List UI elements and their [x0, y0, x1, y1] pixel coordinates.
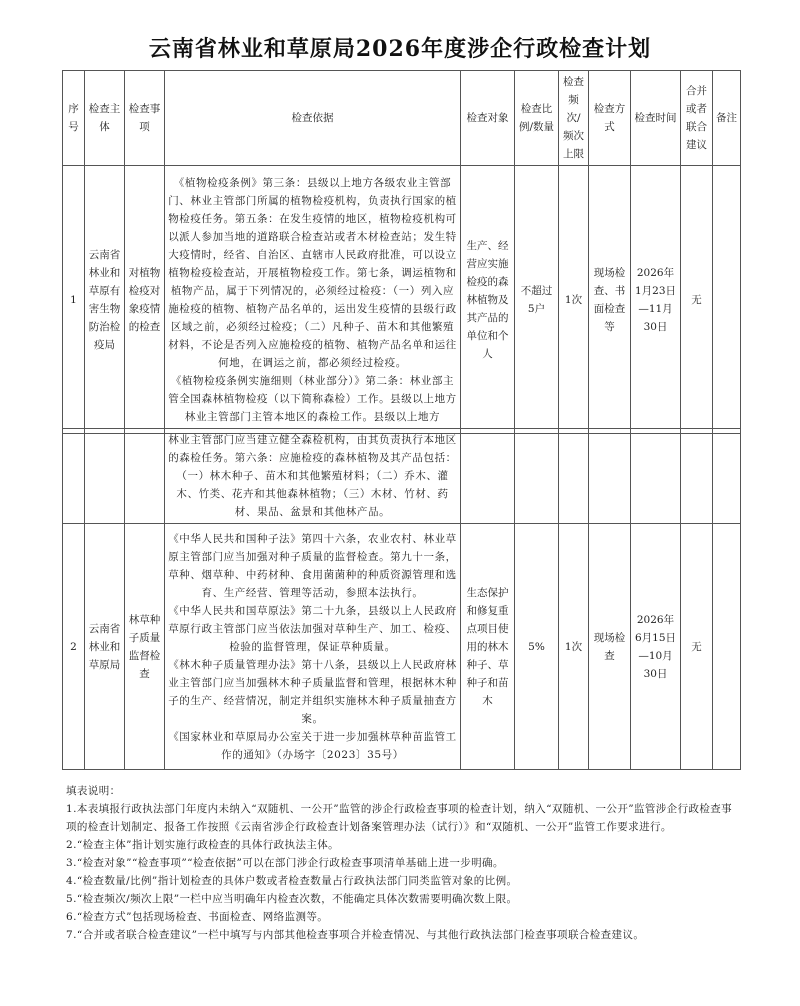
- row1-basis-continued: [165, 429, 461, 524]
- inspection-plan-table-continued: [62, 428, 741, 770]
- row1-cont-remark: [713, 429, 741, 524]
- basis-paragraph: 林业主管部门应当建立健全森检机构，由其负责执行本地区的森检任务。第六条：应施检疫的森林植物及其产品包括：（一）林木种子、苗木和其他繁殖材料；（二）乔木、灌木、竹类、花卉和其他森林植物；（三）木材、竹材、药材、果品、盆景和其他林产品。: [168, 434, 457, 518]
- table-row: [63, 429, 741, 524]
- row2-item: 林草种子质量监督检查: [125, 524, 165, 770]
- header-remark: 备注: [713, 71, 741, 166]
- row1-cont-target: [461, 429, 515, 524]
- inspection-plan-table: [62, 70, 741, 434]
- basis-paragraph: 《植物检疫条例》第三条：县级以上地方各级农业主管部门、林业主管部门所属的植物检疫机构，负责执行国家的植物检疫任务。第五条：在发生疫情的地区，植物检疫机构可以派人参加当地的道路联合检查站或者木材检查站；发生特大疫情时，经省、自治区、直辖市人民政府批准，可以设立植物检疫检查站，开展植物检疫工作。第七条，调运植物和植物产品，属于下列情况的，必须经过检疫：（一）列入应施检疫的植物、植物产品名单的，运出发生疫情的县级行政区域之前，必须经过检疫；（二）凡种子、苗木和其他繁殖材料，不论是否列入应施检疫的植物、植物产品名单和运往何地，在调运之前，都必须经过检疫。: [168, 176, 457, 369]
- row1-joint: 无: [681, 166, 713, 434]
- row2-method: 现场检查: [589, 524, 631, 770]
- row1-cont-item: [125, 429, 165, 524]
- row1-time: 2026年1月23日—11月30日: [631, 166, 681, 434]
- row1-seq: 1: [63, 166, 85, 434]
- header-seq: 序号: [63, 71, 85, 166]
- row2-subject: 云南省林业和草原局: [85, 524, 125, 770]
- basis-paragraph: 《国家林业和草原局办公室关于进一步加强林草种苗监管工作的通知》（办场字〔2023〕35号）: [168, 730, 457, 761]
- header-time: 检查时间: [631, 71, 681, 166]
- row1-method: 现场检查、书面检查等: [589, 166, 631, 434]
- header-method: 检查方式: [589, 71, 631, 166]
- header-target: 检查对象: [461, 71, 515, 166]
- row1-cont-subject: [85, 429, 125, 524]
- notes-heading: 填表说明：: [66, 785, 121, 797]
- row1-cont-freq: [559, 429, 589, 524]
- table-row: [63, 524, 741, 770]
- header-ratio: 检查比例/数量: [515, 71, 559, 166]
- row2-seq: 2: [63, 524, 85, 770]
- header-freq: 检查频次/频次上限: [559, 71, 589, 166]
- basis-paragraph: 《中华人民共和国草原法》第二十九条，县级以上人民政府草原行政主管部门应当依法加强对草种生产、加工、检疫、检验的监督管理，保证草种质量。: [168, 604, 457, 653]
- note-item: 2.“检查主体”指计划实施行政检查的具体行政执法主体。: [66, 839, 340, 851]
- row2-freq: 1次: [559, 524, 589, 770]
- note-item: 4.“检查数量/比例”指计划检查的具体户数或者检查数量占行政执法部门同类监管对象的比例。: [66, 875, 518, 887]
- row2-remark: [713, 524, 741, 770]
- basis-paragraph: 《植物检疫条例实施细则（林业部分）》第二条：林业部主管全国森林植物检疫（以下简称森检）工作。县级以上地方林业主管部门主管本地区的森检工作。县级以上地方: [168, 374, 457, 423]
- filling-instructions: [66, 782, 740, 944]
- note-item: 5.“检查频次/频次上限”一栏中应当明确年内检查次数，不能确定具体次数需要明确次数上限。: [66, 893, 518, 905]
- note-item: 3.“检查对象”“检查事项”“检查依据”可以在部门涉企行政检查事项清单基础上进一步明确。: [66, 857, 504, 869]
- row1-cont-time: [631, 429, 681, 524]
- basis-paragraph: 《中华人民共和国种子法》第四十六条，农业农村、林业草原主管部门应当加强对种子质量的监督检查。第九十一条，草种、烟草种、中药材种、食用菌菌种的种质资源管理和选育、生产经营、管理等活动，参照本法执行。: [168, 532, 457, 599]
- note-item: 7.“合并或者联合检查建议”一栏中填写与内部其他检查事项合并检查情况、与其他行政执法部门检查事项联合检查建议。: [66, 929, 645, 941]
- header-subject: 检查主体: [85, 71, 125, 166]
- note-item: 1.本表填报行政执法部门年度内未纳入“双随机、一公开”监管的涉企行政检查事项的检查计划，纳入“双随机、一公开”监管涉企行政检查事项的检查计划制定、报备工作按照《云南省涉企行政检查计划备案管理办法（试行）》和“双随机、一公开”监管工作要求进行。: [66, 803, 733, 833]
- row1-basis: [165, 166, 461, 434]
- row1-item: 对植物检疫对象疫情的检查: [125, 166, 165, 434]
- row1-cont-joint: [681, 429, 713, 524]
- row2-joint: 无: [681, 524, 713, 770]
- row2-ratio: 5%: [515, 524, 559, 770]
- table-header-row: [63, 71, 741, 166]
- row2-time: 2026年6月15日—10月30日: [631, 524, 681, 770]
- page-title: 云南省林业和草原局2026年度涉企行政检查计划: [148, 36, 652, 62]
- row1-subject: 云南省林业和草原有害生物防治检疫局: [85, 166, 125, 434]
- header-item: 检查事项: [125, 71, 165, 166]
- row1-remark: [713, 166, 741, 434]
- row1-cont-seq: [63, 429, 85, 524]
- row1-cont-method: [589, 429, 631, 524]
- row1-cont-ratio: [515, 429, 559, 524]
- table-row: [63, 166, 741, 434]
- row1-ratio: 不超过5户: [515, 166, 559, 434]
- header-joint: 合并或者联合建议: [681, 71, 713, 166]
- basis-paragraph: 《林木种子质量管理办法》第十八条，县级以上人民政府林业主管部门应当加强林木种子质量监督和管理，根据林木种子的生产、经营情况，制定并组织实施林木种子质量抽查方案。: [168, 658, 457, 725]
- note-item: 6.“检查方式”包括现场检查、书面检查、网络监测等。: [66, 911, 329, 923]
- row1-freq: 1次: [559, 166, 589, 434]
- row2-basis: [165, 524, 461, 770]
- row2-target: 生态保护和修复重点项目使用的林木种子、草种子和苗木: [461, 524, 515, 770]
- row1-target: 生产、经营应实施检疫的森林植物及其产品的单位和个人: [461, 166, 515, 434]
- header-basis: 检查依据: [165, 71, 461, 166]
